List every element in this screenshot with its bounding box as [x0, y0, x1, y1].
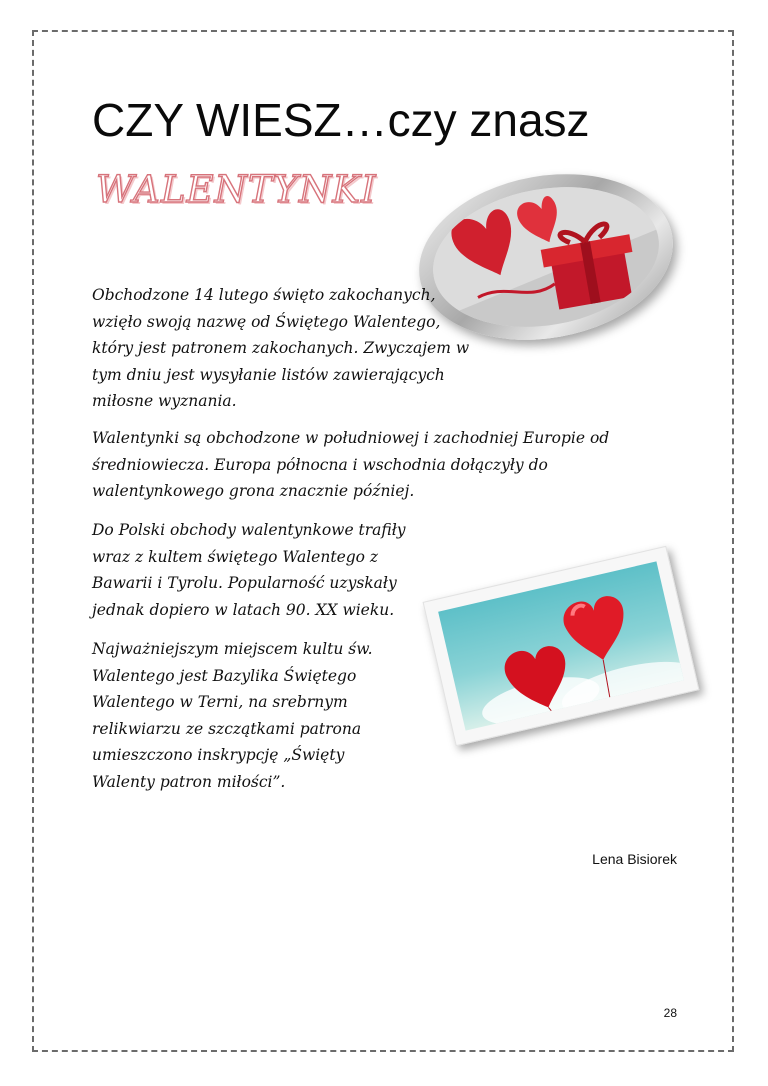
paragraph-intro: Obchodzone 14 lutego święto zakochanych, wzięło swoją nazwę od Świętego Walentego, który jest patronem zakochanych. Zwyczajem w tym dniu jest wysyłanie listów zawierających miłosne wyznania. [92, 286, 470, 410]
paragraph-terni: Najważniejszym miejscem kultu św. Walentego jest Bazylika Świętego Walentego w Terni, na srebrnym relikwiarzu ze szczątkami patrona umieszczono inskrypcję „Święty Walenty patron miłości”. [92, 640, 373, 791]
paragraph-history: Walentynki są obchodzone w południowej i zachodniej Europie od średniowiecza. Europa północna i wschodnia dołączyły do walentynkowego grona znacznie później. [92, 429, 610, 500]
page-subtitle: WALENTYNKI [96, 168, 377, 211]
author-name: Lena Bisiorek [592, 851, 677, 867]
paragraph-poland: Do Polski obchody walentynkowe trafiły wraz z kultem świętego Walentego z Bawarii i Tyrolu. Popularność uzyskały jednak dopiero w latach 90. XX wieku. [92, 521, 406, 619]
page-title: CZY WIESZ…czy znasz [92, 94, 590, 146]
page-number: 28 [663, 1006, 677, 1020]
